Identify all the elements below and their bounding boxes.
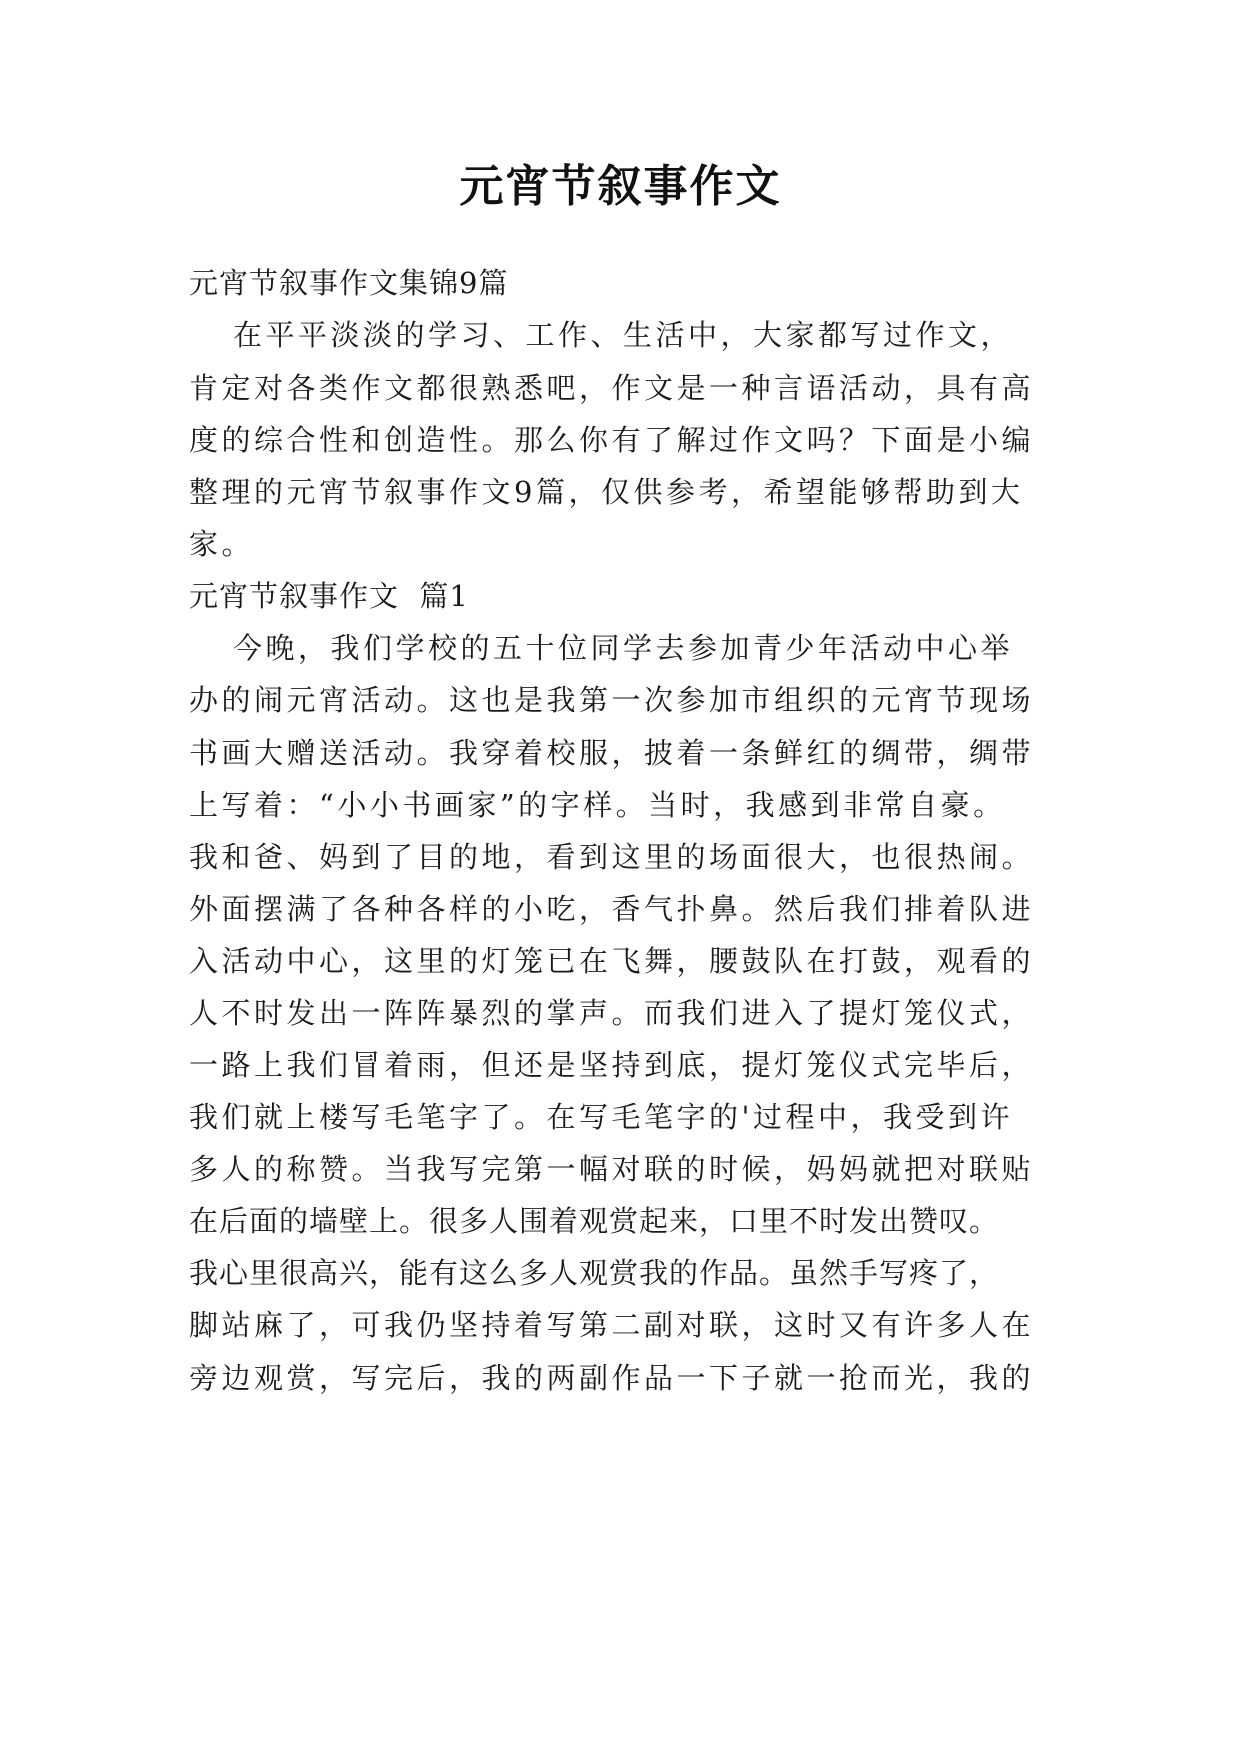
body-line: 今晚，我们学校的五十位同学去参加青少年活动中心举 — [233, 631, 1014, 665]
body-line: 人不时发出一阵阵暴烈的掌声。而我们进入了提灯笼仪式， — [189, 996, 1035, 1030]
document-subtitle: 元宵节叙事作文集锦9篇 — [189, 266, 509, 300]
body-line: 办的闹元宵活动。这也是我第一次参加市组织的元宵节现场 — [189, 683, 1035, 717]
intro-line: 度的综合性和创造性。那么你有了解过作文吗？下面是小编 — [189, 423, 1035, 457]
body-line: 旁边观赏，写完后，我的两副作品一下子就一抢而光，我的 — [189, 1361, 1035, 1395]
intro-line: 在平平淡淡的学习、工作、生活中，大家都写过作文， — [233, 318, 1014, 352]
section-heading: 元宵节叙事作文 篇1 — [189, 579, 469, 613]
body-line: 多人的称赞。当我写完第一幅对联的时候，妈妈就把对联贴 — [189, 1152, 1035, 1186]
body-line: 入活动中心，这里的灯笼已在飞舞，腰鼓队在打鼓，观看的 — [189, 944, 1035, 978]
body-line: 上写着：“小小书画家”的字样。当时，我感到非常自豪。 — [189, 788, 1006, 822]
body-line: 在后面的墙壁上。很多人围着观赏起来，口里不时发出赞叹。 — [189, 1204, 1000, 1238]
body-line: 脚站麻了，可我仍坚持着写第二副对联，这时又有许多人在 — [189, 1308, 1035, 1342]
body-line: 我心里很高兴，能有这么多人观赏我的作品。虽然手写疼了， — [189, 1256, 1000, 1290]
body-line: 我们就上楼写毛笔字了。在写毛笔字的'过程中，我受到许 — [189, 1100, 1013, 1134]
body-line: 我和爸、妈到了目的地，看到这里的场面很大，也很热闹。 — [189, 840, 1035, 874]
intro-line: 家。 — [189, 527, 255, 561]
document-title: 元宵节叙事作文 — [459, 161, 782, 212]
body-line: 书画大赠送活动。我穿着校服，披着一条鲜红的绸带，绸带 — [189, 736, 1035, 770]
intro-line: 整理的元宵节叙事作文9篇，仅供参考，希望能够帮助到大 — [189, 475, 1024, 509]
body-line: 外面摆满了各种各样的小吃，香气扑鼻。然后我们排着队进 — [189, 892, 1035, 926]
intro-line: 肯定对各类作文都很熟悉吧，作文是一种言语活动，具有高 — [189, 371, 1035, 405]
body-line: 一路上我们冒着雨，但还是坚持到底，提灯笼仪式完毕后， — [189, 1048, 1035, 1082]
